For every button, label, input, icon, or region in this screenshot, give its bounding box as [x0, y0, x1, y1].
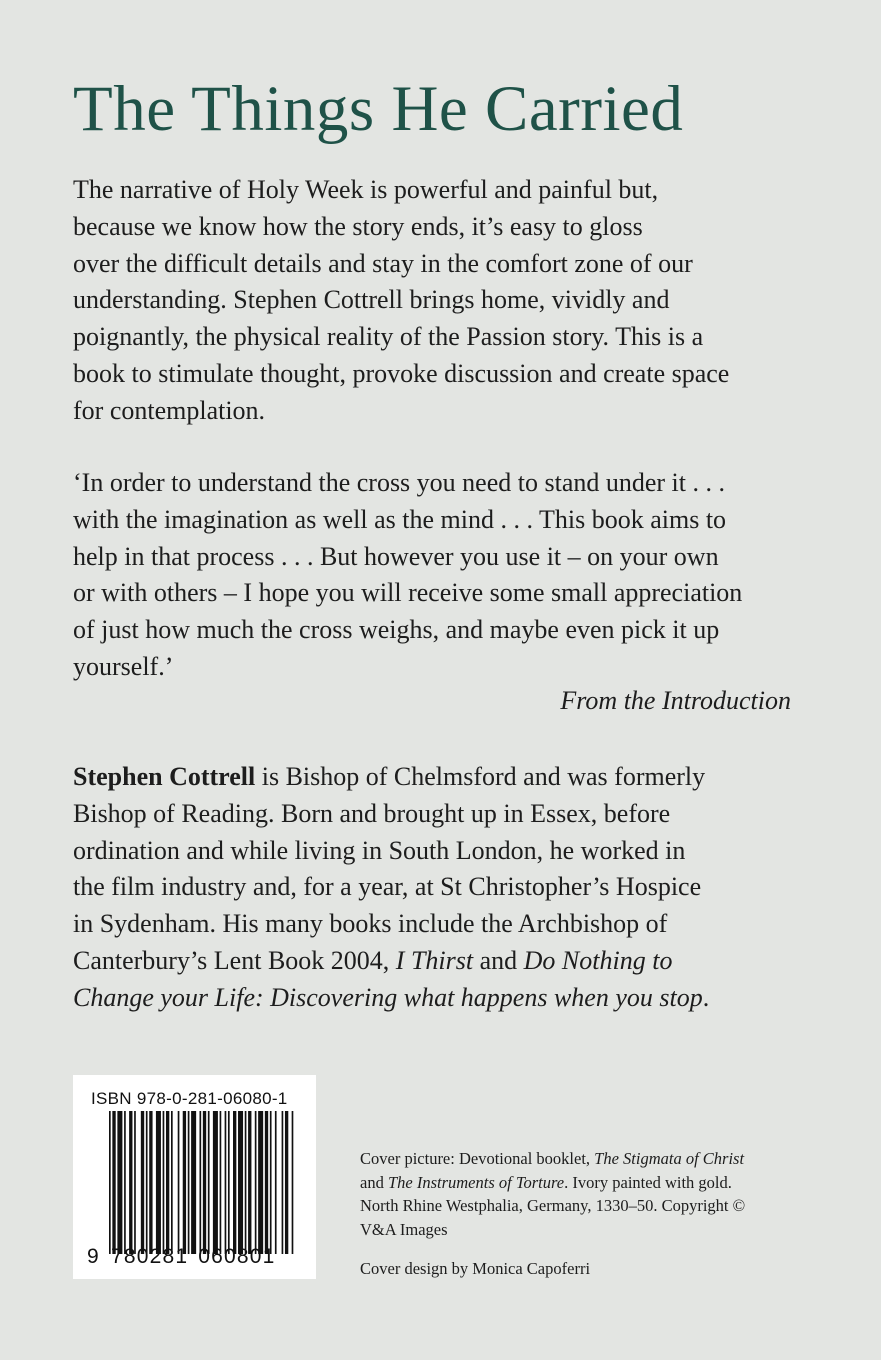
quote-attribution: From the Introduction: [560, 686, 791, 715]
barcode-bar: [149, 1111, 152, 1254]
cover-picture-credit: [360, 1147, 820, 1241]
barcode-bar: [285, 1111, 288, 1254]
barcode-bar: [156, 1111, 161, 1254]
barcode-bar: [171, 1111, 173, 1254]
barcode-bar: [117, 1111, 122, 1254]
credit-text: . Ivory painted with gold.: [564, 1172, 732, 1192]
bio-line: in Sydenham. His many books include the Archbishop of: [73, 909, 668, 939]
bio-text: and: [473, 945, 524, 975]
barcode-bar: [255, 1111, 257, 1254]
barcode-bar: [258, 1111, 263, 1254]
blurb-line: for contemplation.: [73, 395, 266, 425]
blurb-paragraph: [73, 172, 813, 430]
barcode-bar: [203, 1111, 206, 1254]
credit-text: and: [360, 1172, 388, 1192]
barcode-bar: [208, 1111, 210, 1254]
bio-line: [73, 759, 813, 796]
blurb-line: book to stimulate thought, provoke discussion and create space: [73, 358, 730, 388]
barcode-bar: [141, 1111, 144, 1254]
author-bio: [73, 759, 813, 1017]
artwork-title: The Instruments of Torture: [387, 1172, 565, 1192]
barcode-bar: [163, 1111, 165, 1254]
isbn-barcode: [73, 1075, 316, 1279]
book-title: The Things He Carried: [73, 73, 684, 145]
blurb-line: poignantly, the physical reality of the Passion story. This is a: [73, 322, 704, 352]
book-title-do-nothing-cont: Change your Life: Discovering what happens when you stop: [73, 982, 703, 1012]
barcode-bar: [191, 1111, 196, 1254]
barcode-bar: [282, 1111, 284, 1254]
barcode-bar: [225, 1111, 227, 1254]
barcode-bar: [199, 1111, 201, 1254]
book-title-do-nothing: Do Nothing to: [523, 945, 673, 975]
credit-line: V&A Images: [360, 1219, 448, 1239]
barcode-bar: [109, 1111, 111, 1254]
blurb-line: over the difficult details and stay in the comfort zone of our: [73, 248, 693, 278]
barcode-bar: [178, 1111, 180, 1254]
quote-line: ‘In order to understand the cross you need to stand under it . . .: [73, 468, 726, 497]
barcode-bar: [233, 1111, 236, 1254]
barcode-bar: [146, 1111, 148, 1254]
bio-line: [73, 980, 813, 1017]
blurb-line: understanding. Stephen Cottrell brings home, vividly and: [73, 285, 670, 315]
barcode-bar: [270, 1111, 272, 1254]
bio-line: Bishop of Reading. Born and brought up in Essex, before: [73, 798, 671, 828]
bio-text: .: [702, 982, 710, 1012]
artwork-title: The Stigmata of Christ: [594, 1149, 745, 1168]
barcode-digit-group: 060801: [198, 1245, 276, 1268]
bio-line: ordination and while living in South London, he worked in: [73, 835, 686, 865]
barcode-bar: [183, 1111, 186, 1254]
quote-line: or with others – I hope you will receive some small appreciation: [73, 578, 743, 608]
barcode-bar: [188, 1111, 190, 1254]
bio-text: is Bishop of Chelmsford and was formerly: [255, 762, 706, 791]
blurb-line: because we know how the story ends, it’s easy to gloss: [73, 211, 643, 241]
introduction-quote: [73, 465, 813, 686]
barcode-bar: [228, 1111, 230, 1254]
quote-line: with the imagination as well as the mind . . . This book aims to: [73, 504, 727, 534]
isbn-number: ISBN 978-0-281-06080-1: [91, 1089, 288, 1108]
barcode-bar: [213, 1111, 218, 1254]
cover-design-credit: Cover design by Monica Capoferri: [360, 1259, 591, 1278]
barcode-bar: [238, 1111, 243, 1254]
bio-text: Canterbury’s Lent Book 2004,: [73, 945, 396, 975]
credit-line: North Rhine Westphalia, Germany, 1330–50. Copyright ©: [360, 1196, 746, 1215]
barcode-digit-group: 780281: [111, 1245, 189, 1268]
barcode-bar: [166, 1111, 169, 1254]
credit-line: [360, 1171, 820, 1195]
barcode-bar: [292, 1111, 294, 1254]
credit-text: Cover picture: Devotional booklet,: [360, 1149, 595, 1168]
quote-line: yourself.’: [73, 651, 174, 681]
barcode-bar: [220, 1111, 222, 1254]
barcode-bar: [129, 1111, 132, 1254]
barcode-bar: [134, 1111, 136, 1254]
barcode-digits: [87, 1245, 307, 1269]
bio-line: the film industry and, for a year, at St Christopher’s Hospice: [73, 872, 702, 902]
author-name: Stephen Cottrell: [73, 762, 256, 791]
barcode-bar: [275, 1111, 277, 1254]
book-title-i-thirst: I Thirst: [395, 945, 474, 975]
quote-line: of just how much the cross weighs, and maybe even pick it up: [73, 615, 720, 645]
barcode-lead-digit: 9: [87, 1245, 100, 1268]
barcode-bar: [245, 1111, 247, 1254]
quote-line: help in that process . . . But however you use it – on your own: [73, 541, 719, 571]
barcode-bars: [109, 1111, 295, 1254]
barcode-bar: [248, 1111, 251, 1254]
credit-line: [360, 1147, 820, 1171]
barcode-bar: [265, 1111, 268, 1254]
barcode-bar: [112, 1111, 115, 1254]
barcode-bar: [124, 1111, 126, 1254]
bio-line: [73, 943, 813, 980]
blurb-line: The narrative of Holy Week is powerful and painful but,: [73, 175, 659, 204]
